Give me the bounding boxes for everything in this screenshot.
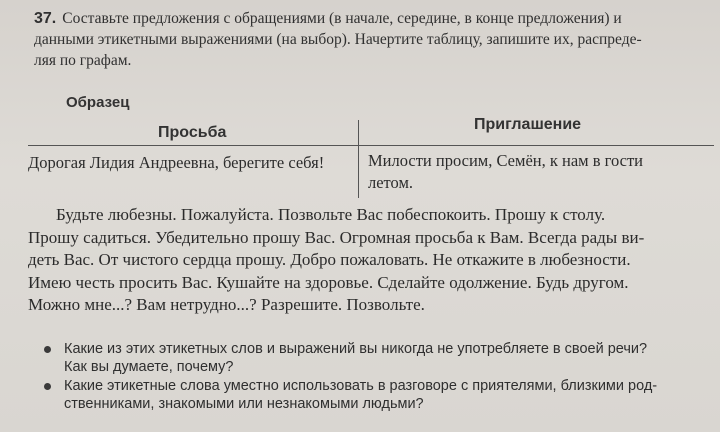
table-cell-request: Дорогая Лидия Андреевна, берегите себя! xyxy=(28,153,325,172)
task-line: ляя по графам. xyxy=(34,52,132,69)
question-item xyxy=(40,377,716,414)
question-item xyxy=(40,340,716,377)
task-line-text: Составьте предложения с обращениями (в начале, середине, в конце предложения) и xyxy=(62,10,622,27)
task-number: 37. xyxy=(34,10,57,27)
question-list xyxy=(40,340,716,414)
exercise-text xyxy=(28,204,714,317)
table-header-divider xyxy=(28,145,714,146)
exercise-line: деть Вас. От чистого сердца прошу. Добро пожаловать. Не откажите в любезности. xyxy=(28,250,631,270)
sample-label: Образец xyxy=(66,94,130,111)
question-line: Какие из этих этикетных слов и выражений вы никогда не употребляете в своей речи? xyxy=(64,341,648,357)
cell-line: Милости просим, Семён, к нам в гости xyxy=(368,151,644,170)
column-header-request: Просьба xyxy=(158,124,227,141)
task-line xyxy=(34,8,710,29)
sample-table xyxy=(28,112,714,196)
bullet-icon xyxy=(44,383,51,390)
question-line: Какие этикетные слова уместно использовать в разговоре с приятелями, близкими род- xyxy=(64,377,658,394)
question-line: Как вы думаете, почему? xyxy=(64,359,234,376)
exercise-line: Будьте любезны. Пожалуйста. Позвольте Вас побеспокоить. Прошу к столу. xyxy=(56,205,606,224)
task-text xyxy=(34,8,710,71)
table-column-divider xyxy=(358,120,359,198)
exercise-line: Можно мне...? Вам нетрудно...? Разрешите. Позвольте. xyxy=(28,295,425,315)
cell-line: летом. xyxy=(368,173,414,192)
question-line: ственниками, знакомыми или незнакомыми людьми? xyxy=(64,396,424,413)
bullet-icon xyxy=(44,346,51,353)
column-header-invitation: Приглашение xyxy=(474,116,582,133)
exercise-line: Имею честь просить Вас. Кушайте на здоровье. Сделайте одолжение. Будь другом. xyxy=(28,272,629,292)
table-cell-invitation xyxy=(368,150,712,194)
exercise-line: Прошу садиться. Убедительно прошу Вас. Огромная просьба к Вам. Всегда рады ви- xyxy=(28,227,645,247)
task-line: данными этикетными выражениями (на выбор). Начертите таблицу, запишите их, распреде- xyxy=(34,31,642,48)
